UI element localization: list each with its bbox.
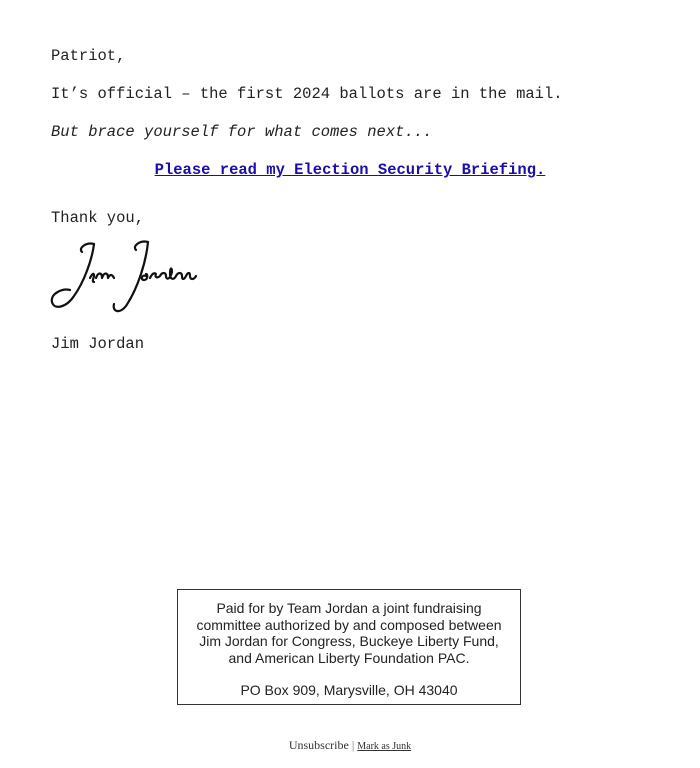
briefing-link[interactable]: Please read my Election Security Briefing. [154, 161, 546, 179]
disclaimer-text: Paid for by Team Jordan a joint fundraising committee authorized by and composed between Jim Jordan for Congress, Buckeye Liberty Fund, and American Liberty Foundation PAC. [196, 600, 502, 666]
signature-image [48, 238, 208, 318]
signer-name: Jim Jordan [51, 335, 145, 353]
body-line-ballots: It’s official – the first 2024 ballots are in the mail. [51, 85, 563, 103]
cta-paragraph [0, 160, 700, 180]
unsubscribe-link[interactable]: Unsubscribe [288, 738, 349, 752]
greeting: Patriot, [51, 47, 126, 65]
footer-links [0, 738, 700, 753]
mark-as-junk-link[interactable]: Mark as Junk [357, 741, 412, 752]
footer-separator: | [351, 738, 355, 752]
paid-for-disclaimer-box [177, 589, 521, 705]
disclaimer-address: PO Box 909, Marysville, OH 43040 [240, 682, 458, 698]
body-line-brace: But brace yourself for what comes next... [51, 123, 433, 141]
closing: Thank you, [51, 209, 145, 227]
